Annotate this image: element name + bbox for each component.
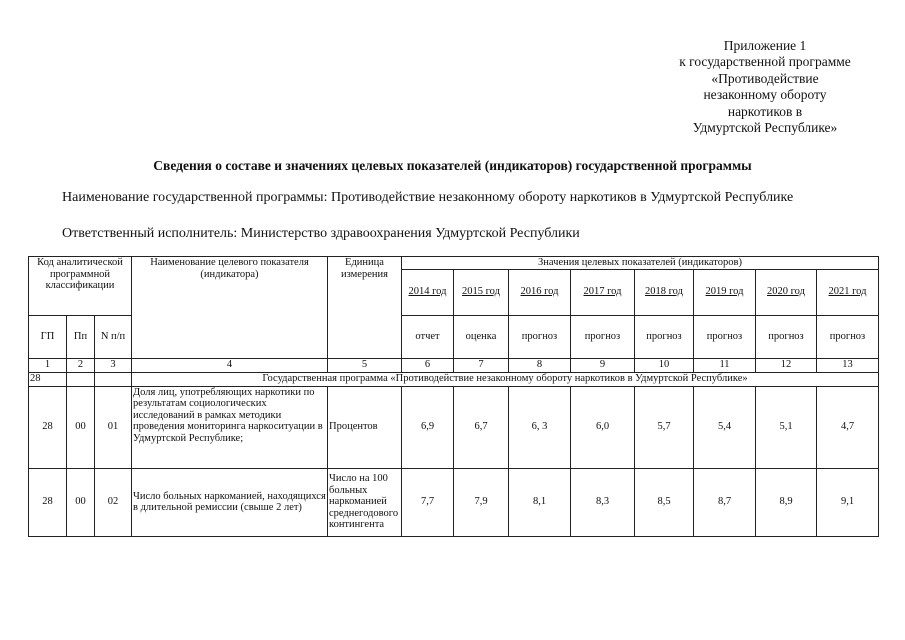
- column-number: 11: [694, 358, 756, 372]
- column-number: 9: [571, 358, 635, 372]
- header-year: 2021 год: [817, 269, 879, 315]
- appendix-line: Приложение 1: [723, 38, 807, 53]
- row-value: 8,7: [694, 468, 756, 536]
- header-values-title: Значения целевых показателей (индикаторов): [402, 257, 879, 270]
- row-value: 5,4: [694, 386, 756, 468]
- row-indicator-name: Доля лиц, употребляющих наркотики по результатам социологических исследований в рамках методики проведения мониторинга наркоситуации в Удмуртской Республике;: [132, 386, 328, 468]
- appendix-line: Удмуртской Республике»: [692, 120, 838, 136]
- program-row-gp: 28: [29, 372, 67, 386]
- header-year: 2020 год: [756, 269, 817, 315]
- empty-cell: [95, 372, 132, 386]
- row-value: 6, 3: [509, 386, 571, 468]
- column-number: 7: [454, 358, 509, 372]
- appendix-line: незаконному обороту: [703, 87, 827, 103]
- row-value: 8,1: [509, 468, 571, 536]
- empty-cell: [67, 372, 95, 386]
- header-status: прогноз: [694, 315, 756, 358]
- row-value: 6,7: [454, 386, 509, 468]
- header-status: оценка: [454, 315, 509, 358]
- column-number: 5: [328, 358, 402, 372]
- table-row: [29, 386, 879, 468]
- header-indicator-name: Наименование целевого показателя (индикатора): [132, 257, 328, 359]
- column-number: 4: [132, 358, 328, 372]
- column-number: 8: [509, 358, 571, 372]
- column-number: 1: [29, 358, 67, 372]
- indicators-table: [28, 256, 879, 537]
- column-number: 10: [635, 358, 694, 372]
- appendix-line: «Противодействие: [711, 70, 819, 86]
- row-value: 7,7: [402, 468, 454, 536]
- header-gp: ГП: [29, 315, 67, 358]
- row-unit: Число на 100 больных наркоманией среднегодового контингента: [328, 468, 402, 536]
- row-value: 8,9: [756, 468, 817, 536]
- row-gp: 28: [29, 386, 67, 468]
- header-status: прогноз: [817, 315, 879, 358]
- row-gp: 28: [29, 468, 67, 536]
- row-value: 6,9: [402, 386, 454, 468]
- row-pp: 00: [67, 468, 95, 536]
- header-unit: Единица измерения: [328, 257, 402, 359]
- column-number: 12: [756, 358, 817, 372]
- row-value: 8,5: [635, 468, 694, 536]
- header-pp: Пп: [67, 315, 95, 358]
- header-year: 2015 год: [454, 269, 509, 315]
- table-row: [29, 468, 879, 536]
- column-number: 2: [67, 358, 95, 372]
- appendix-caption: [655, 38, 875, 136]
- row-value: 7,9: [454, 468, 509, 536]
- appendix-line: к государственной программе: [679, 54, 851, 70]
- row-value: 5,7: [635, 386, 694, 468]
- column-number: 3: [95, 358, 132, 372]
- program-name: Наименование государственной программы: Противодействие незаконному обороту наркотиков в Удмуртской Республике: [62, 190, 794, 205]
- header-status: отчет: [402, 315, 454, 358]
- row-value: 6,0: [571, 386, 635, 468]
- row-value: 5,1: [756, 386, 817, 468]
- row-value: 4,7: [817, 386, 879, 468]
- document-heading: Сведения о составе и значениях целевых показателей (индикаторов) государственной программы: [153, 158, 752, 173]
- header-year: 2014 год: [402, 269, 454, 315]
- header-year: 2019 год: [694, 269, 756, 315]
- header-year: 2018 год: [635, 269, 694, 315]
- header-status: прогноз: [756, 315, 817, 358]
- header-year: 2016 год: [509, 269, 571, 315]
- program-row-title: Государственная программа «Противодействие незаконному обороту наркотиков в Удмуртской Республике»: [132, 372, 879, 386]
- column-number: 6: [402, 358, 454, 372]
- row-pp: 00: [67, 386, 95, 468]
- appendix-line: наркотиков в: [727, 103, 803, 119]
- header-status: прогноз: [571, 315, 635, 358]
- header-num: N п/п: [95, 315, 132, 358]
- row-value: 8,3: [571, 468, 635, 536]
- header-year: 2017 год: [571, 269, 635, 315]
- row-indicator-name: Число больных наркоманией, находящихся в длительной ремиссии (свыше 2 лет): [132, 468, 328, 536]
- row-unit: Процентов: [328, 386, 402, 468]
- responsible-executor: Ответственный исполнитель: Министерство здравоохранения Удмуртской Республики: [62, 226, 580, 241]
- row-num: 02: [95, 468, 132, 536]
- row-value: 9,1: [817, 468, 879, 536]
- column-number: 13: [817, 358, 879, 372]
- header-status: прогноз: [509, 315, 571, 358]
- row-num: 01: [95, 386, 132, 468]
- header-status: прогноз: [635, 315, 694, 358]
- header-code: Код аналитической программной классификации: [29, 257, 132, 316]
